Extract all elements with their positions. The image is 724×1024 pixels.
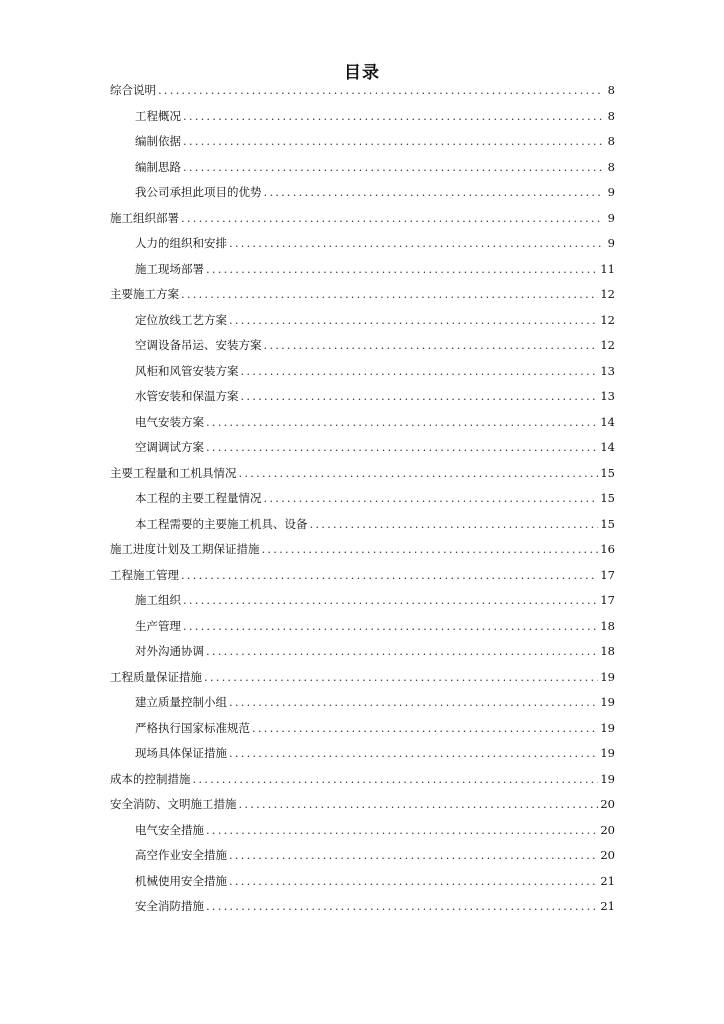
toc-dot-leader: [183, 155, 603, 181]
toc-entry-label: 施工组织: [135, 593, 181, 607]
toc-entry-label: 本工程需要的主要施工机具、设备: [135, 516, 308, 531]
toc-entry-label: 生产管理: [135, 618, 181, 633]
toc-page-number: 20: [600, 848, 615, 862]
toc-subsection-entry[interactable]: [110, 155, 615, 181]
toc-dot-leader: [206, 894, 598, 920]
toc-dot-leader: [204, 665, 598, 691]
toc-dot-leader: [264, 180, 604, 206]
toc-entry-label: 严格执行国家标准规范: [135, 720, 250, 735]
toc-dot-leader: [183, 588, 598, 614]
toc-dot-leader: [183, 129, 603, 155]
toc-dot-leader: [181, 282, 598, 308]
toc-entry-label: 主要施工方案: [110, 287, 179, 301]
toc-page-number: 8: [607, 134, 615, 148]
toc-page-number: 8: [607, 108, 615, 123]
toc-dot-leader: [241, 359, 599, 385]
toc-page-number: 19: [600, 669, 615, 684]
table-of-contents: [110, 78, 615, 920]
toc-entry-label: 机械使用安全措施: [135, 873, 227, 888]
toc-subsection-entry[interactable]: [110, 512, 615, 538]
toc-entry-label: 对外沟通协调: [135, 644, 204, 658]
toc-entry-label: 定位放线工艺方案: [135, 312, 227, 327]
toc-page-number: 15: [600, 491, 615, 505]
toc-entry-label: 安全消防措施: [135, 899, 204, 913]
toc-page-number: 17: [600, 567, 615, 582]
toc-section-entry[interactable]: [110, 792, 615, 818]
toc-dot-leader: [264, 333, 599, 359]
toc-dot-leader: [181, 563, 598, 589]
toc-dot-leader: [206, 257, 598, 283]
toc-dot-leader: [158, 78, 603, 104]
toc-page-number: 14: [600, 414, 615, 429]
toc-section-entry[interactable]: [110, 206, 615, 232]
toc-page-number: 9: [607, 236, 615, 250]
toc-section-entry[interactable]: [110, 767, 615, 793]
toc-subsection-entry[interactable]: [110, 588, 615, 614]
toc-subsection-entry[interactable]: [110, 384, 615, 410]
toc-entry-label: 编制思路: [135, 159, 181, 174]
toc-dot-leader: [206, 639, 598, 665]
toc-entry-label: 本工程的主要工程量情况: [135, 491, 262, 505]
toc-page-number: 20: [600, 822, 615, 837]
toc-entry-label: 水管安装和保温方案: [135, 389, 239, 403]
toc-subsection-entry[interactable]: [110, 257, 615, 283]
toc-page-number: 14: [600, 440, 615, 454]
toc-page-number: 9: [607, 210, 615, 225]
toc-entry-label: 电气安全措施: [135, 822, 204, 837]
toc-page-number: 15: [600, 465, 615, 480]
toc-subsection-entry[interactable]: [110, 741, 615, 767]
toc-entry-label: 综合说明: [110, 83, 156, 97]
toc-page-number: 19: [600, 746, 615, 760]
toc-entry-label: 建立质量控制小组: [135, 695, 227, 709]
toc-page-number: 12: [600, 287, 615, 301]
toc-dot-leader: [239, 792, 599, 818]
toc-dot-leader: [229, 308, 598, 334]
toc-subsection-entry[interactable]: [110, 818, 615, 844]
toc-dot-leader: [229, 231, 603, 257]
toc-entry-label: 工程质量保证措施: [110, 669, 202, 684]
toc-page-number: 19: [600, 695, 615, 709]
toc-entry-label: 安全消防、文明施工措施: [110, 797, 237, 811]
toc-dot-leader: [262, 537, 599, 563]
toc-section-entry[interactable]: [110, 282, 615, 308]
toc-page-number: 11: [600, 261, 615, 276]
toc-subsection-entry[interactable]: [110, 843, 615, 869]
toc-dot-leader: [206, 410, 598, 436]
toc-page-number: 21: [600, 899, 615, 913]
toc-dot-leader: [229, 741, 598, 767]
toc-entry-label: 施工组织部署: [110, 210, 179, 225]
toc-subsection-entry[interactable]: [110, 690, 615, 716]
toc-subsection-entry[interactable]: [110, 435, 615, 461]
toc-entry-label: 空调设备吊运、安装方案: [135, 338, 262, 352]
toc-entry-label: 主要工程量和工机具情况: [110, 465, 237, 480]
toc-entry-label: 电气安装方案: [135, 414, 204, 429]
toc-entry-label: 成本的控制措施: [110, 771, 191, 786]
toc-entry-label: 风柜和风管安装方案: [135, 363, 239, 378]
toc-page-number: 20: [600, 797, 615, 811]
toc-entry-label: 高空作业安全措施: [135, 848, 227, 862]
toc-page-number: 21: [600, 873, 615, 888]
toc-dot-leader: [229, 843, 598, 869]
toc-dot-leader: [183, 104, 603, 130]
toc-page-number: 19: [600, 720, 615, 735]
toc-subsection-entry[interactable]: [110, 894, 615, 920]
toc-subsection-entry[interactable]: [110, 359, 615, 385]
toc-section-entry[interactable]: [110, 78, 615, 104]
toc-page-number: 19: [600, 771, 615, 786]
toc-entry-label: 工程概况: [135, 108, 181, 123]
toc-dot-leader: [229, 690, 598, 716]
toc-subsection-entry[interactable]: [110, 639, 615, 665]
toc-subsection-entry[interactable]: [110, 486, 615, 512]
toc-page-number: 18: [600, 644, 615, 658]
toc-entry-label: 施工进度计划及工期保证措施: [110, 542, 260, 556]
toc-dot-leader: [206, 435, 598, 461]
toc-page-number: 8: [607, 83, 615, 97]
toc-page-number: 13: [600, 389, 615, 403]
toc-dot-leader: [181, 206, 603, 232]
toc-page-number: 16: [600, 542, 615, 556]
toc-subsection-entry[interactable]: [110, 231, 615, 257]
toc-subsection-entry[interactable]: [110, 180, 615, 206]
toc-subsection-entry[interactable]: [110, 104, 615, 130]
toc-subsection-entry[interactable]: [110, 716, 615, 742]
toc-subsection-entry[interactable]: [110, 614, 615, 640]
toc-subsection-entry[interactable]: [110, 333, 615, 359]
toc-entry-label: 施工现场部署: [135, 261, 204, 276]
toc-page-number: 12: [600, 312, 615, 327]
toc-dot-leader: [310, 512, 599, 538]
toc-entry-label: 空调调试方案: [135, 440, 204, 454]
toc-section-entry[interactable]: [110, 537, 615, 563]
toc-entry-label: 我公司承担此项目的优势: [135, 185, 262, 199]
toc-dot-leader: [229, 869, 598, 895]
toc-dot-leader: [241, 384, 599, 410]
toc-dot-leader: [206, 818, 598, 844]
toc-page-number: 12: [600, 338, 615, 352]
page-title: 目录: [344, 63, 380, 83]
toc-section-entry[interactable]: [110, 665, 615, 691]
toc-dot-leader: [239, 461, 599, 487]
toc-subsection-entry[interactable]: [110, 869, 615, 895]
toc-dot-leader: [252, 716, 598, 742]
toc-subsection-entry[interactable]: [110, 308, 615, 334]
toc-dot-leader: [183, 614, 598, 640]
toc-subsection-entry[interactable]: [110, 129, 615, 155]
toc-page-number: 8: [607, 159, 615, 174]
toc-entry-label: 工程施工管理: [110, 567, 179, 582]
toc-page-number: 9: [607, 185, 615, 199]
toc-page-number: 18: [600, 618, 615, 633]
toc-section-entry[interactable]: [110, 563, 615, 589]
toc-page-number: 17: [600, 593, 615, 607]
toc-entry-label: 编制依据: [135, 134, 181, 148]
toc-dot-leader: [193, 767, 599, 793]
toc-entry-label: 人力的组织和安排: [135, 236, 227, 250]
toc-page-number: 15: [600, 516, 615, 531]
toc-subsection-entry[interactable]: [110, 410, 615, 436]
toc-page-number: 13: [600, 363, 615, 378]
toc-dot-leader: [264, 486, 599, 512]
toc-entry-label: 现场具体保证措施: [135, 746, 227, 760]
toc-section-entry[interactable]: [110, 461, 615, 487]
